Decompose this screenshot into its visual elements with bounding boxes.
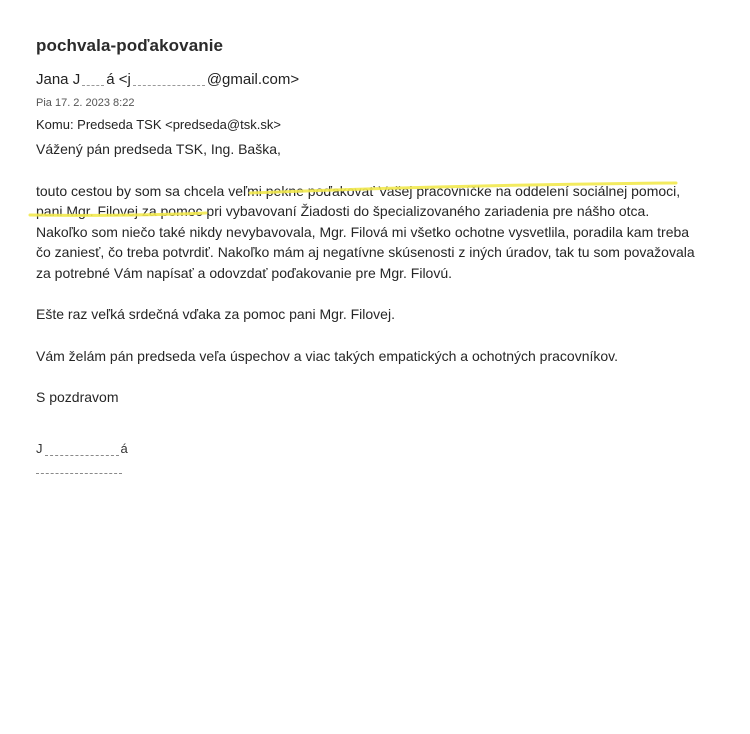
- email-closing: S pozdravom: [36, 389, 119, 405]
- sender-name-end: á <j: [106, 71, 131, 88]
- sender-email-domain: @gmail.com>: [206, 71, 300, 88]
- email-paragraph: touto cestou by som sa chcela veľmi pekne poďakovať Vašej pracovníčke na oddelení sociálnej pomoci, pani Mgr. Filovej za pomoc pri vybavovaní Žiadosti do špecializovaného zariadenia pre nášho otca. Nakoľko som niečo také nikdy nevybavovala, Mgr. Filová mi všetko ochotne vysvetlila, poradila kam treba čo zaniesť, čo treba potvrdiť. Nakoľko mám aj negatívne skúsenosti z iných úradov, tak tu som považovala za potrebné Vám napísať a odovzdať poďakovanie pre Mgr. Filovú.: [36, 182, 695, 281]
- redacted-text: [133, 75, 205, 86]
- email-paragraph: Ešte raz veľká srdečná vďaka za pomoc pani Mgr. Filovej.: [36, 306, 395, 322]
- email-date: Pia 17. 2. 2023 8:22: [36, 97, 135, 109]
- signature-end: á: [120, 441, 128, 456]
- email-greeting: Vážený pán predseda TSK, Ing. Baška,: [36, 141, 281, 157]
- signature-name: [36, 438, 128, 456]
- redacted-text: [45, 447, 119, 456]
- redacted-text: [36, 465, 122, 474]
- email-subject: pochvala-poďakovanie: [36, 36, 224, 55]
- redacted-text: [82, 75, 104, 86]
- signature-block: [36, 438, 128, 474]
- email-sender: [36, 71, 299, 88]
- email-paragraph: Vám želám pán predseda veľa úspechov a viac takých empatických a ochotných pracovníkov.: [36, 347, 619, 364]
- signature-phone-redacted: [36, 456, 128, 474]
- signature-initial: J: [36, 441, 43, 456]
- email-recipient: Komu: Predseda TSK <predseda@tsk.sk>: [36, 117, 281, 132]
- email-body: [36, 139, 696, 427]
- sender-name-start: Jana J: [36, 71, 81, 88]
